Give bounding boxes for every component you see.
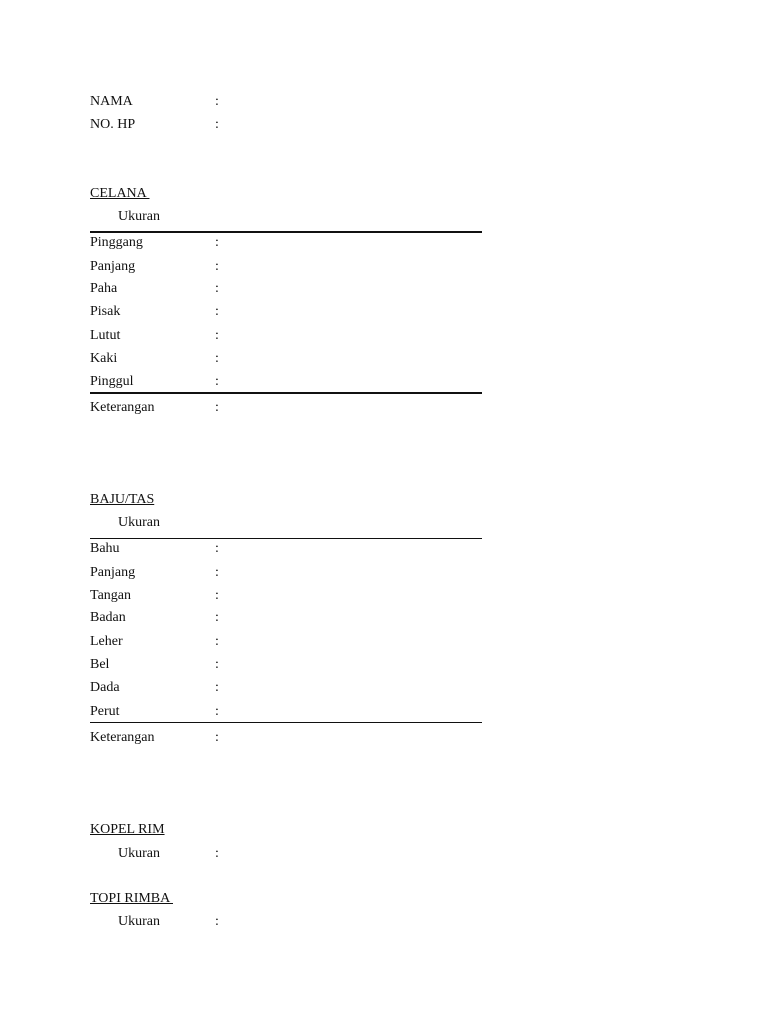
topi-ukuran-colon: : [215, 914, 219, 929]
celana-ukuran-row [0, 207, 768, 227]
baju-bottom-rule [90, 722, 482, 723]
celana-row-kaki [0, 349, 768, 369]
celana-item-colon: : [215, 259, 219, 274]
celana-heading: CELANA [90, 186, 150, 201]
celana-row-panjang [0, 257, 768, 277]
baju-item-label: Leher [90, 634, 123, 649]
baju-row-bahu [0, 539, 768, 559]
baju-row-dada [0, 678, 768, 698]
celana-item-colon: : [215, 351, 219, 366]
baju-item-colon: : [215, 704, 219, 719]
baju-item-colon: : [215, 610, 219, 625]
celana-row-lutut [0, 326, 768, 346]
baju-keterangan-row [0, 728, 768, 748]
celana-item-label: Panjang [90, 259, 136, 274]
baju-item-label: Bahu [90, 541, 120, 556]
baju-keterangan-colon: : [215, 730, 219, 745]
baju-item-colon: : [215, 588, 219, 603]
celana-keterangan-row [0, 398, 768, 418]
baju-item-colon: : [215, 634, 219, 649]
baju-item-label: Perut [90, 704, 120, 719]
kopel-ukuran-label: Ukuran [118, 846, 160, 861]
kopel-ukuran-row [0, 844, 768, 864]
celana-keterangan-colon: : [215, 400, 219, 415]
celana-item-colon: : [215, 374, 219, 389]
baju-heading-row [0, 490, 768, 510]
celana-ukuran-label: Ukuran [118, 209, 160, 224]
nama-label: NAMA [90, 94, 133, 109]
celana-item-colon: : [215, 281, 219, 296]
hp-row [0, 115, 768, 135]
baju-row-bel [0, 655, 768, 675]
celana-item-label: Paha [90, 281, 118, 296]
celana-keterangan-label: Keterangan [90, 400, 155, 415]
kopel-ukuran-colon: : [215, 846, 219, 861]
baju-item-label: Tangan [90, 588, 132, 603]
hp-label: NO. HP [90, 117, 136, 132]
baju-item-colon: : [215, 541, 219, 556]
baju-item-colon: : [215, 565, 219, 580]
celana-heading-row [0, 184, 768, 204]
celana-bottom-rule [90, 392, 482, 394]
baju-row-badan [0, 608, 768, 628]
baju-heading: BAJU/TAS [90, 492, 155, 507]
baju-item-colon: : [215, 657, 219, 672]
hp-colon: : [215, 117, 219, 132]
baju-item-label: Badan [90, 610, 126, 625]
kopel-heading: KOPEL RIM [90, 822, 165, 837]
baju-item-label: Dada [90, 680, 120, 695]
celana-item-colon: : [215, 304, 219, 319]
baju-row-panjang [0, 563, 768, 583]
baju-row-perut [0, 702, 768, 722]
baju-item-label: Bel [90, 657, 110, 672]
baju-row-tangan [0, 586, 768, 606]
baju-ukuran-row [0, 513, 768, 533]
nama-row [0, 92, 768, 112]
celana-row-pinggul [0, 372, 768, 392]
celana-item-label: Pinggul [90, 374, 134, 389]
celana-item-label: Lutut [90, 328, 121, 343]
topi-heading-row [0, 889, 768, 909]
kopel-heading-row [0, 820, 768, 840]
celana-item-label: Pinggang [90, 235, 143, 250]
celana-row-pinggang [0, 233, 768, 253]
celana-row-pisak [0, 302, 768, 322]
celana-item-label: Kaki [90, 351, 118, 366]
topi-heading: TOPI RIMBA [90, 891, 173, 906]
celana-item-colon: : [215, 235, 219, 250]
celana-row-paha [0, 279, 768, 299]
celana-item-label: Pisak [90, 304, 121, 319]
celana-item-colon: : [215, 328, 219, 343]
baju-item-colon: : [215, 680, 219, 695]
baju-keterangan-label: Keterangan [90, 730, 155, 745]
baju-row-leher [0, 632, 768, 652]
topi-ukuran-label: Ukuran [118, 914, 160, 929]
nama-colon: : [215, 94, 219, 109]
topi-ukuran-row [0, 912, 768, 932]
baju-ukuran-label: Ukuran [118, 515, 160, 530]
baju-item-label: Panjang [90, 565, 136, 580]
